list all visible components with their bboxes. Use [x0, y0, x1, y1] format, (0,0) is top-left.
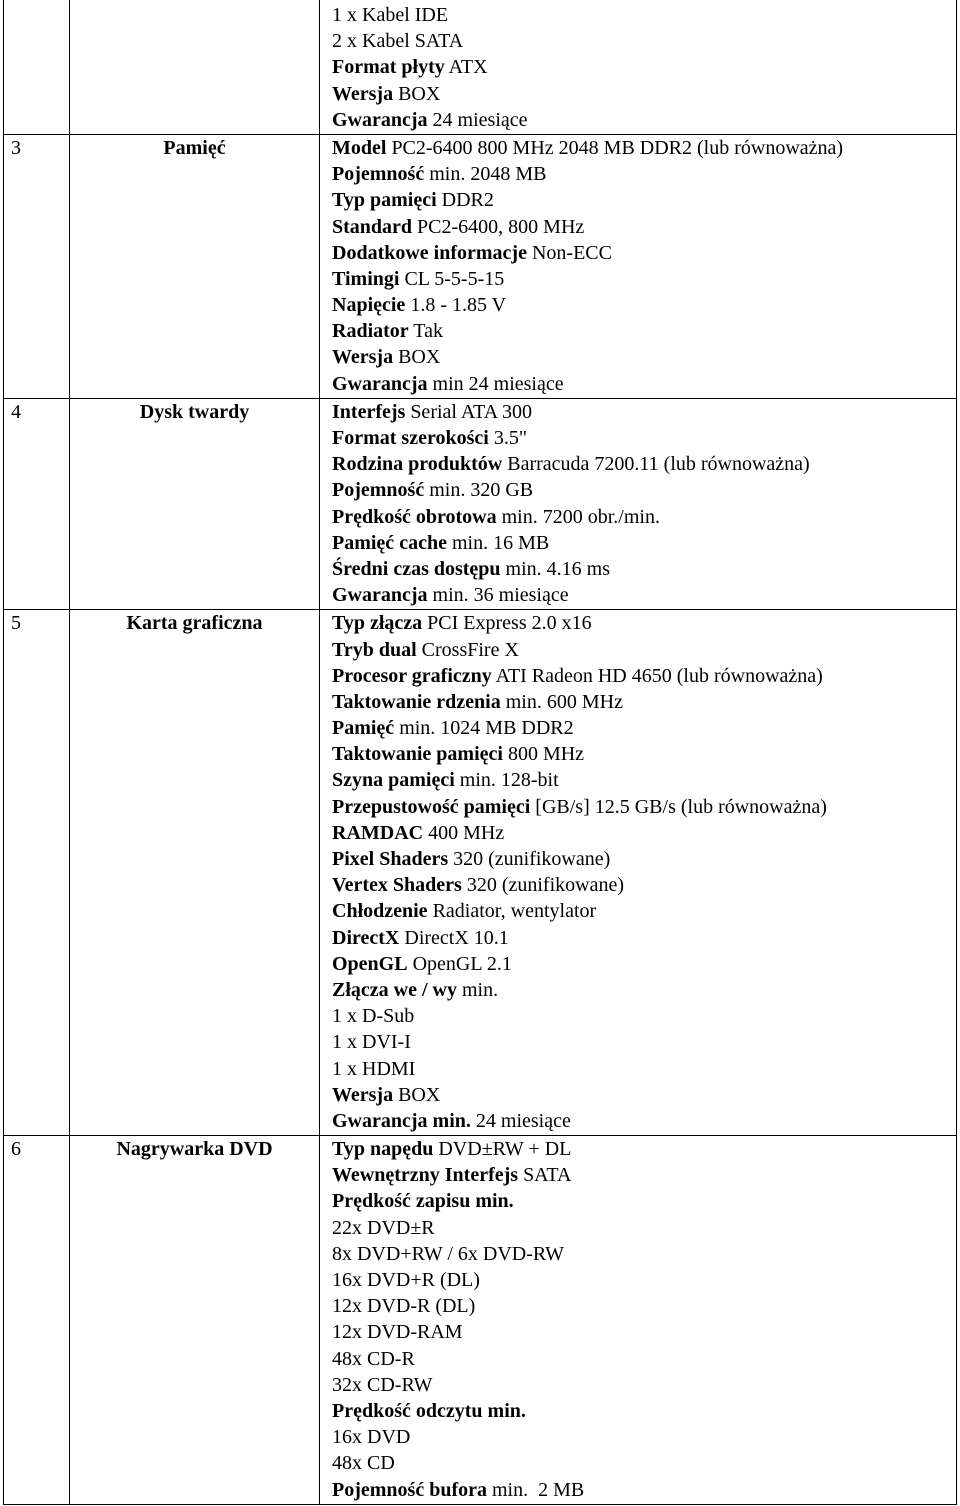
component-name: Pamięć	[163, 136, 226, 159]
spec-line	[332, 951, 956, 977]
spec-label: Gwarancja min.	[332, 1109, 471, 1132]
spec-label: Format szerokości	[332, 427, 489, 449]
component-name: Karta graficzna	[126, 612, 263, 635]
row-number-cell	[4, 134, 70, 398]
spec-value: DirectX 10.1	[399, 926, 509, 949]
spec-line	[332, 425, 956, 451]
component-name: Dysk twardy	[139, 400, 250, 423]
spec-line	[332, 977, 956, 1003]
row-number-cell	[4, 610, 70, 1136]
spec-line	[332, 1188, 956, 1214]
spec-label: Pamięć cache	[332, 531, 447, 554]
spec-line	[332, 767, 956, 793]
spec-value: ATX	[444, 56, 488, 79]
spec-label: Timingi	[332, 267, 400, 290]
row-number: 6	[11, 1138, 21, 1161]
spec-line	[332, 741, 956, 767]
spec-label: Procesor graficzny	[332, 664, 492, 687]
specification-cell	[320, 1136, 957, 1505]
spec-label: Radiator	[332, 320, 409, 343]
spec-line	[332, 1108, 956, 1134]
table-row	[4, 0, 957, 134]
spec-value: 48x CD-R	[332, 1347, 415, 1370]
spec-value: 400 MHz	[423, 821, 505, 844]
spec-label: Typ pamięci	[332, 189, 437, 212]
spec-line	[332, 1215, 956, 1241]
spec-value: 2 x Kabel SATA	[332, 30, 464, 53]
spec-line	[332, 107, 956, 133]
spec-label: Przepustowość pamięci	[332, 795, 531, 818]
spec-label: Pojemność	[332, 163, 425, 186]
row-number-cell	[4, 398, 70, 610]
spec-line	[332, 28, 956, 54]
spec-value: BOX	[393, 82, 441, 105]
spec-label: RAMDAC	[332, 821, 424, 844]
spec-line	[332, 1029, 956, 1055]
spec-label: Średni czas dostępu	[332, 557, 501, 580]
spec-value: DDR2	[436, 189, 494, 212]
spec-line	[332, 1162, 956, 1188]
spec-line	[332, 715, 956, 741]
component-name-cell	[70, 134, 320, 398]
spec-value: 24 miesiące	[470, 1109, 571, 1132]
spec-value: DVD±RW + DL	[433, 1138, 572, 1161]
spec-line	[332, 135, 956, 161]
row-number: 3	[11, 136, 21, 159]
spec-value: min. 600 MHz	[500, 690, 623, 713]
spec-line	[332, 477, 956, 503]
spec-value: 320 (zunifikowane)	[461, 874, 624, 897]
spec-value: 22x DVD±R	[332, 1216, 435, 1239]
spec-label: Szyna pamięci	[332, 769, 455, 792]
spec-value: Radiator, wentylator	[427, 900, 597, 923]
spec-value: 8x DVD+RW / 6x DVD-RW	[332, 1242, 565, 1265]
component-name: Nagrywarka DVD	[116, 1138, 273, 1161]
spec-value: PCI Express 2.0 x16	[422, 612, 592, 635]
spec-line	[332, 344, 956, 370]
specification-cell	[320, 0, 957, 134]
spec-line	[332, 1346, 956, 1372]
spec-label: Chłodzenie	[332, 900, 428, 923]
spec-line	[332, 1319, 956, 1345]
component-name-cell	[70, 1136, 320, 1505]
specification-table	[3, 0, 957, 1505]
spec-line	[332, 663, 956, 689]
spec-line	[332, 925, 956, 951]
spec-label: Model	[332, 136, 387, 159]
spec-value: Non-ECC	[526, 241, 612, 264]
spec-value: 3.5"	[488, 427, 527, 449]
spec-label: Gwarancja	[332, 372, 428, 395]
spec-line	[332, 1082, 956, 1108]
spec-line	[332, 214, 956, 240]
spec-value: BOX	[393, 1083, 441, 1106]
spec-label: Typ złącza	[332, 612, 423, 635]
spec-value: min. 16 MB	[446, 531, 550, 554]
spec-label: Taktowanie rdzenia	[332, 690, 501, 713]
spec-line	[332, 1003, 956, 1029]
row-number: 5	[11, 612, 21, 635]
table-row	[4, 1136, 957, 1505]
spec-label: DirectX	[332, 926, 400, 949]
spec-value: min. 4.16 ms	[500, 557, 610, 580]
spec-line	[332, 820, 956, 846]
spec-label: Tryb dual	[332, 638, 417, 661]
spec-line	[332, 1477, 956, 1503]
spec-line	[332, 161, 956, 187]
spec-label: Pamięć	[332, 717, 395, 740]
table-row	[4, 134, 957, 398]
spec-line	[332, 689, 956, 715]
spec-line	[332, 610, 956, 636]
spec-value: 48x CD	[332, 1452, 395, 1475]
spec-value: 16x DVD	[332, 1426, 411, 1449]
spec-line	[332, 1398, 956, 1424]
spec-line	[332, 530, 956, 556]
spec-line	[332, 582, 956, 608]
spec-value: 800 MHz	[502, 743, 585, 766]
spec-label: Wersja	[332, 346, 394, 369]
spec-label: Taktowanie pamięci	[332, 743, 503, 766]
spec-line	[332, 371, 956, 397]
spec-label: Gwarancja	[332, 108, 428, 131]
spec-label: Wersja	[332, 82, 394, 105]
spec-value: BOX	[393, 346, 441, 369]
spec-line	[332, 846, 956, 872]
spec-value: SATA	[518, 1164, 572, 1187]
spec-value: min. 128-bit	[454, 769, 559, 792]
component-name-cell	[70, 610, 320, 1136]
specification-cell	[320, 134, 957, 398]
row-number-cell	[4, 0, 70, 134]
spec-value: 1 x Kabel IDE	[332, 4, 449, 26]
spec-label: Pojemność	[332, 479, 425, 502]
spec-value: 32x CD-RW	[332, 1373, 433, 1396]
spec-value: 12x DVD-RAM	[332, 1321, 463, 1344]
spec-value: PC2-6400 800 MHz 2048 MB DDR2 (lub równoważna)	[386, 136, 844, 159]
spec-value: Barracuda 7200.11 (lub równoważna)	[502, 453, 810, 476]
spec-value: Tak	[408, 320, 444, 343]
spec-value: 1 x HDMI	[332, 1057, 416, 1080]
spec-line	[332, 1450, 956, 1476]
spec-value: min 24 miesiące	[427, 372, 564, 395]
spec-label: Rodzina produktów	[332, 453, 503, 476]
spec-value: min. 2 MB	[486, 1478, 585, 1501]
spec-label: OpenGL	[332, 952, 408, 975]
spec-label: Pixel Shaders	[332, 848, 449, 870]
spec-line	[332, 556, 956, 582]
spec-line	[332, 81, 956, 107]
spec-label: Złącza we / wy	[332, 978, 457, 1001]
spec-label: Napięcie	[332, 294, 406, 317]
row-number: 4	[11, 400, 21, 423]
spec-value: min.	[456, 978, 499, 1001]
spec-line	[332, 898, 956, 924]
spec-label: Prędkość odczytu min.	[332, 1399, 526, 1422]
spec-line	[332, 451, 956, 477]
spec-line	[332, 318, 956, 344]
row-number	[11, 2, 69, 28]
spec-value: [GB/s] 12.5 GB/s (lub równoważna)	[530, 795, 827, 818]
specification-cell	[320, 398, 957, 610]
spec-value: 1 x D-Sub	[332, 1005, 415, 1028]
spec-value: min. 2048 MB	[424, 163, 547, 186]
spec-label: Prędkość zapisu min.	[332, 1190, 514, 1213]
spec-label: Wersja	[332, 1083, 394, 1106]
spec-label: Dodatkowe informacje	[332, 241, 527, 264]
spec-line	[332, 504, 956, 530]
spec-value: 320 (zunifikowane)	[448, 848, 611, 870]
spec-value: min. 320 GB	[424, 479, 534, 502]
spec-label: Prędkość obrotowa	[332, 505, 497, 528]
spec-value: min. 1024 MB DDR2	[394, 717, 574, 740]
spec-value: CL 5-5-5-15	[399, 267, 505, 290]
spec-label: Vertex Shaders	[332, 874, 462, 897]
spec-value: PC2-6400, 800 MHz	[412, 215, 585, 238]
specification-table-body	[4, 0, 957, 1504]
spec-line	[332, 1136, 956, 1162]
spec-label: Pojemność bufora	[332, 1478, 487, 1501]
spec-value: min. 36 miesiące	[427, 584, 569, 607]
spec-line	[332, 872, 956, 898]
spec-line	[332, 1241, 956, 1267]
spec-value: Serial ATA 300	[405, 400, 533, 423]
spec-value: 1 x DVI-I	[332, 1031, 411, 1054]
spec-line	[332, 399, 956, 425]
spec-line	[332, 240, 956, 266]
spec-label: Interfejs	[332, 400, 406, 423]
row-number-cell	[4, 1136, 70, 1505]
spec-line	[332, 187, 956, 213]
spec-line	[332, 1424, 956, 1450]
spec-label: Format płyty	[332, 56, 445, 79]
specification-cell	[320, 610, 957, 1136]
spec-label: Gwarancja	[332, 584, 428, 607]
spec-line	[332, 292, 956, 318]
component-name-cell	[70, 0, 320, 134]
spec-line	[332, 1267, 956, 1293]
spec-label: Standard	[332, 215, 413, 238]
spec-line	[332, 1372, 956, 1398]
spec-value: 24 miesiące	[427, 108, 528, 131]
table-row	[4, 610, 957, 1136]
component-name	[70, 2, 319, 28]
spec-label: Typ napędu	[332, 1138, 434, 1161]
spec-line	[332, 266, 956, 292]
spec-value: CrossFire X	[416, 638, 519, 661]
spec-value: OpenGL 2.1	[407, 952, 512, 975]
spec-label: Wewnętrzny Interfejs	[332, 1164, 519, 1187]
spec-line	[332, 1056, 956, 1082]
table-row	[4, 398, 957, 610]
spec-line	[332, 637, 956, 663]
spec-value: ATI Radeon HD 4650 (lub równoważna)	[491, 664, 823, 687]
component-name-cell	[70, 398, 320, 610]
spec-value: 12x DVD-R (DL)	[332, 1295, 476, 1318]
spec-value: min. 7200 obr./min.	[496, 505, 660, 528]
spec-value: 16x DVD+R (DL)	[332, 1269, 480, 1291]
spec-value: 1.8 - 1.85 V	[405, 294, 507, 317]
spec-line	[332, 1293, 956, 1319]
spec-line	[332, 794, 956, 820]
spec-line	[332, 2, 956, 28]
spec-line	[332, 54, 956, 80]
